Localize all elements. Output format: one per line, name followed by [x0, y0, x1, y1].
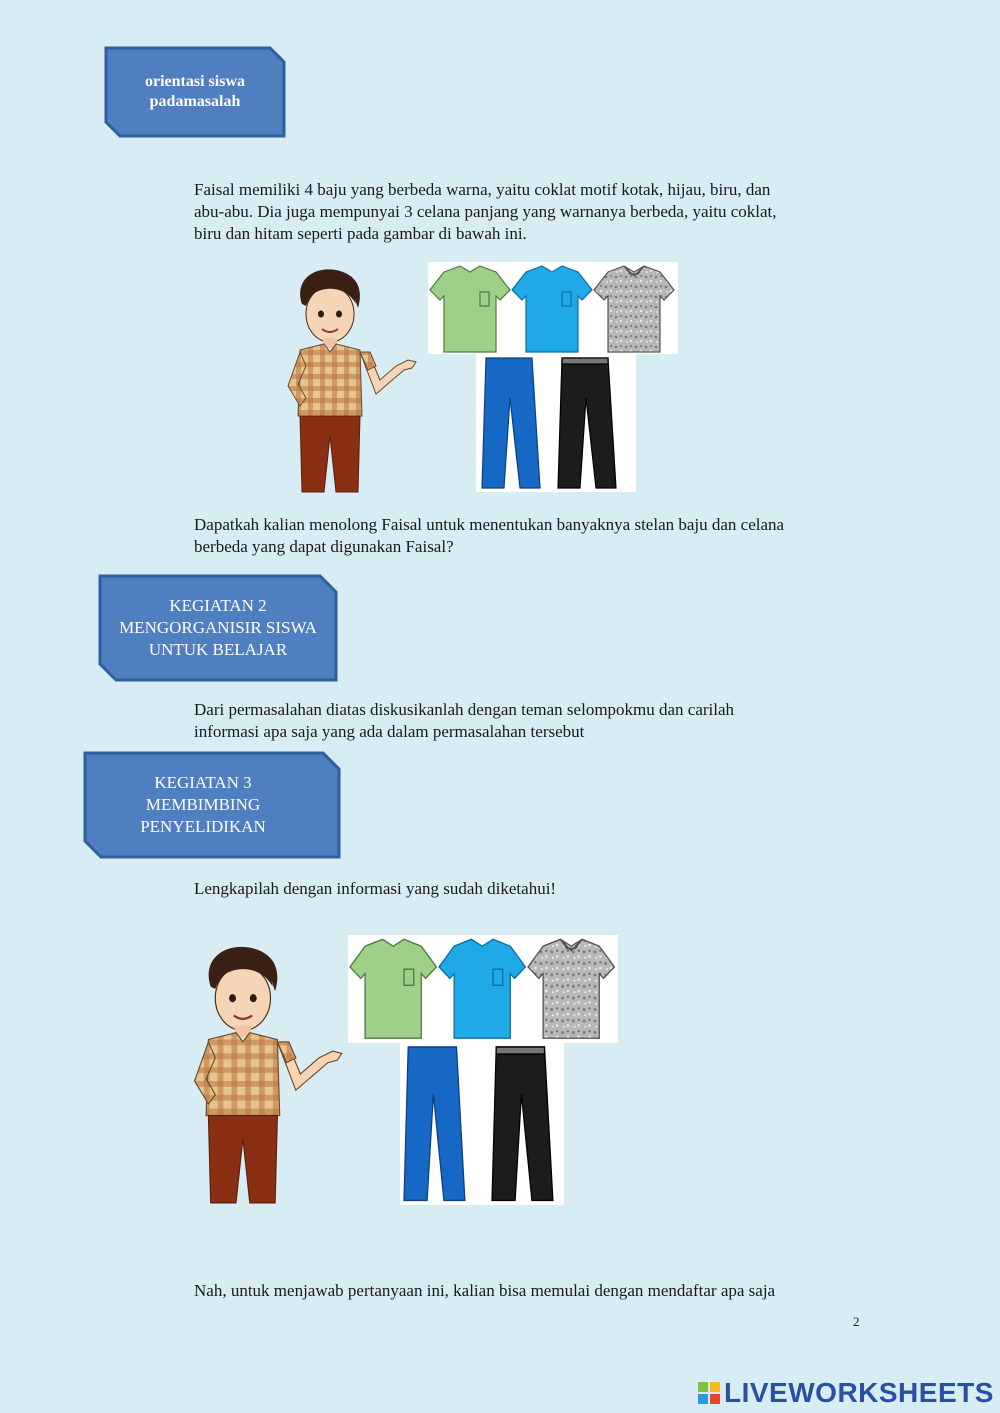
- brand-text: LIVEWORKSHEETS: [724, 1377, 994, 1408]
- instruction-paragraph-3: [194, 878, 870, 900]
- paragraph-line: berbeda yang dapat digunakan Faisal?: [194, 537, 454, 556]
- paragraph-line: Dari permasalahan diatas diskusikanlah dengan teman selompokmu dan carilah: [194, 700, 735, 719]
- banner-title-line: KEGIATAN 3: [154, 773, 252, 792]
- banner-title-line: UNTUK BELAJAR: [148, 640, 288, 659]
- instruction-paragraph-2: [194, 699, 870, 743]
- liveworksheets-logo-icon: [698, 1382, 720, 1404]
- shirts-row: [428, 262, 678, 354]
- paragraph-line: biru dan hitam seperti pada gambar di bawah ini.: [194, 224, 527, 243]
- problem-paragraph: [194, 179, 870, 245]
- liveworksheets-brand[interactable]: [698, 1377, 994, 1409]
- closing-paragraph: [194, 1280, 870, 1302]
- pants-row: [476, 354, 636, 492]
- banner-title-line: padamasalah: [149, 93, 241, 110]
- banner-title-line: KEGIATAN 2: [169, 596, 267, 615]
- question-paragraph: [194, 514, 870, 558]
- page-number: 2: [853, 1314, 860, 1329]
- paragraph-line: informasi apa saja yang ada dalam permasalahan tersebut: [194, 722, 585, 741]
- paragraph-line: Nah, untuk menjawab pertanyaan ini, kalian bisa memulai dengan mendaftar apa saja: [194, 1281, 776, 1300]
- shirts-row: [348, 935, 618, 1043]
- paragraph-line: abu-abu. Dia juga mempunyai 3 celana panjang yang warnanya berbeda, yaitu coklat,: [194, 202, 777, 221]
- banner-title-line: PENYELIDIKAN: [140, 817, 266, 836]
- section-banner-orientasi: [104, 46, 286, 138]
- banner-title-line: orientasi siswa: [145, 73, 245, 90]
- paragraph-line: Dapatkah kalian menolong Faisal untuk menentukan banyaknya stelan baju dan celana: [194, 515, 785, 534]
- banner-title-line: MEMBIMBING: [145, 795, 261, 814]
- section-banner-kegiatan-2: [98, 574, 338, 682]
- clothing-illustration-2: [190, 935, 630, 1210]
- paragraph-line: Lengkapilah dengan informasi yang sudah diketahui!: [194, 879, 557, 898]
- clothing-illustration-1: [284, 262, 684, 494]
- banner-title-line: MENGORGANISIR SISWA: [119, 618, 317, 637]
- pants-row: [400, 1043, 564, 1205]
- section-banner-kegiatan-3: [83, 751, 341, 859]
- paragraph-line: Faisal memiliki 4 baju yang berbeda warna, yaitu coklat motif kotak, hijau, biru, dan: [194, 180, 771, 199]
